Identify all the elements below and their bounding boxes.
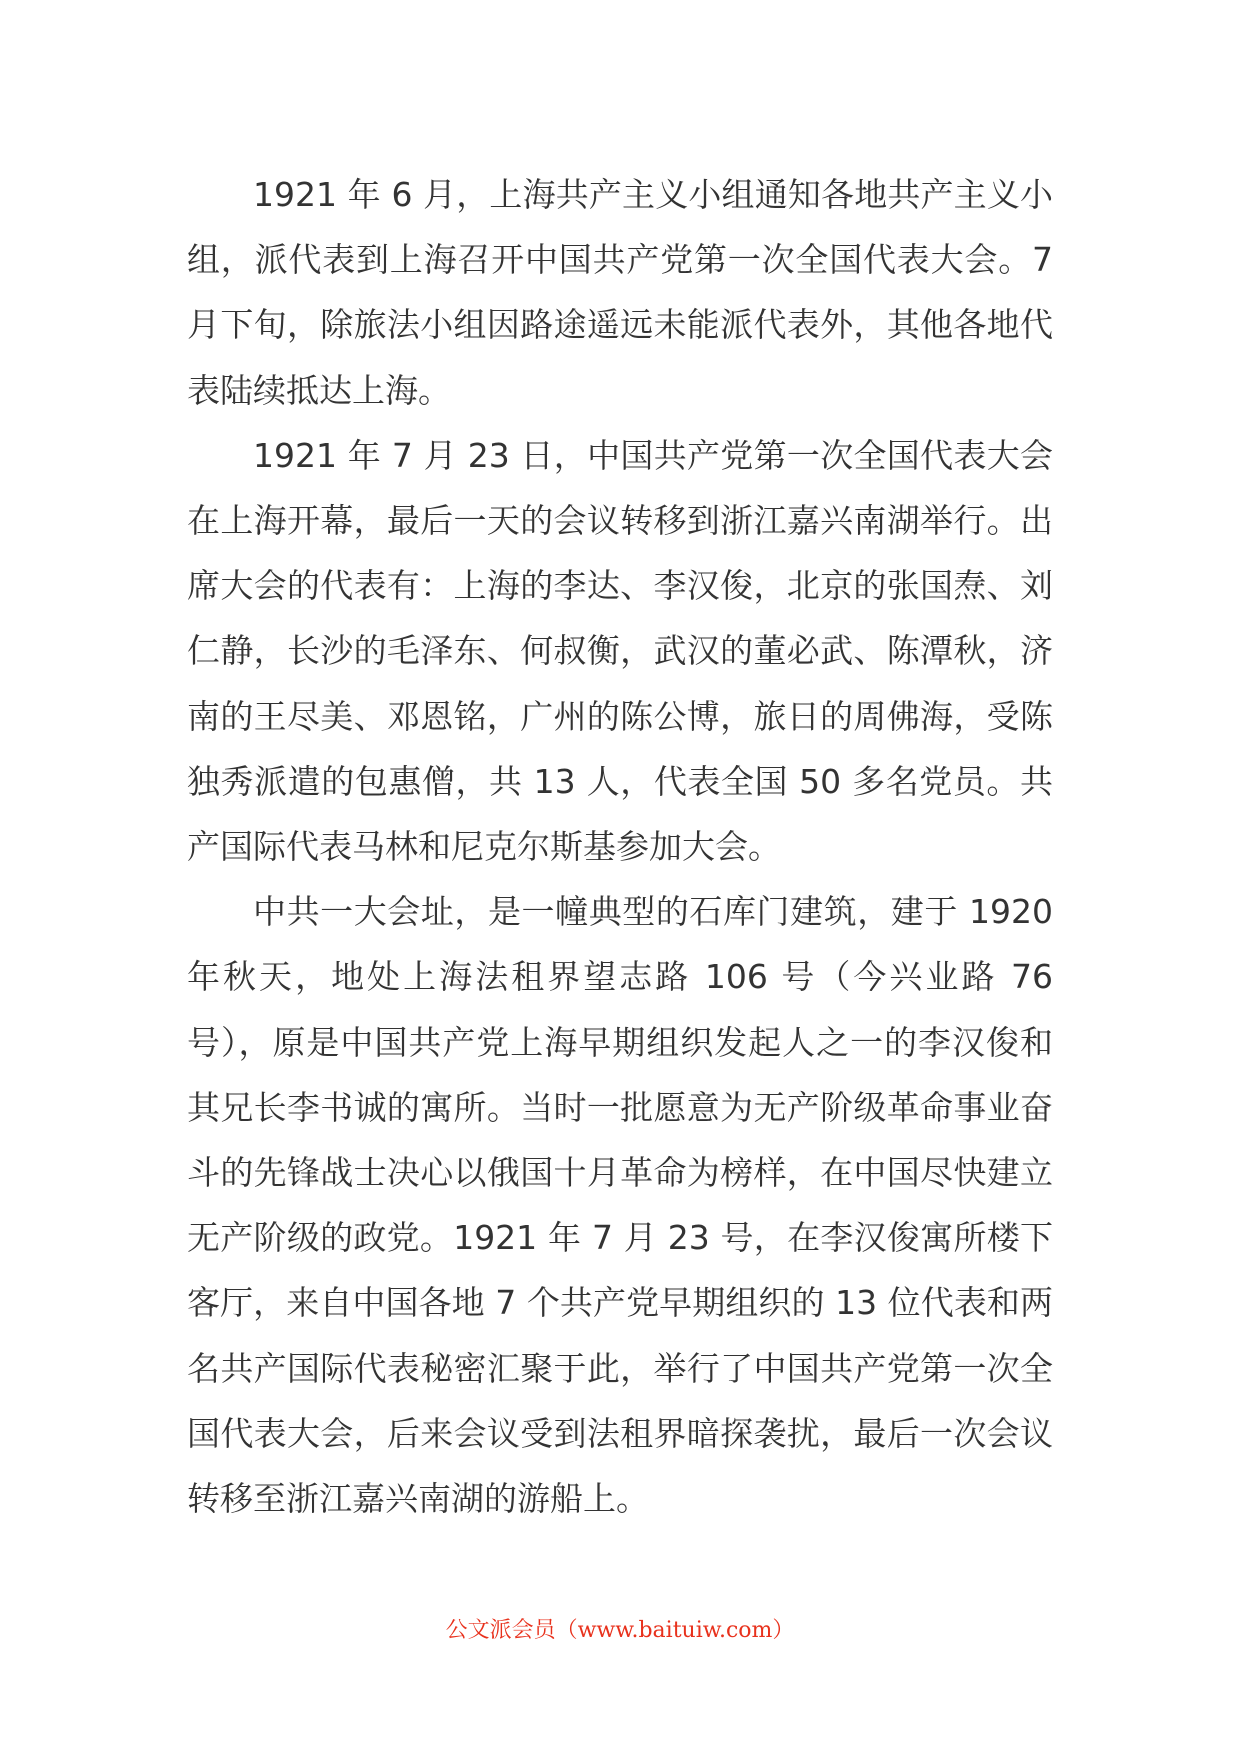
document-body <box>187 162 1053 1531</box>
paragraph-2: 1921 年 7 月 23 日，中国共产党第一次全国代表大会在上海开幕，最后一天的会议转移到浙江嘉兴南湖举行。出席大会的代表有：上海的李达、李汉俊，北京的张国焘、刘仁静，长沙的毛泽东、何叔衡，武汉的董必武、陈潭秋，济南的王尽美、邓恩铭，广州的陈公博，旅日的周佛海，受陈独秀派遣的包惠僧，共 13 人，代表全国 50 多名党员。共产国际代表马林和尼克尔斯基参加大会。 <box>187 435 1053 867</box>
footer-watermark: 公文派会员（www.baituiw.com） <box>445 1618 795 1643</box>
paragraph-1: 1921 年 6 月，上海共产主义小组通知各地共产主义小组，派代表到上海召开中国共产党第一次全国代表大会。7 月下旬，除旅法小组因路途遥远未能派代表外，其他各地代表陆续抵达上海。 <box>187 175 1053 410</box>
paragraph-3: 中共一大会址，是一幢典型的石库门建筑，建于 1920 年秋天，地处上海法租界望志路 106 号（今兴业路 76 号），原是中国共产党上海早期组织发起人之一的李汉俊和其兄长李书诚的寓所。当时一批愿意为无产阶级革命事业奋斗的先锋战士决心以俄国十月革命为榜样，在中国尽快建立无产阶级的政党。1921 年 7 月 23 号，在李汉俊寓所楼下客厅，来自中国各地 7 个共产党早期组织的 13 位代表和两名共产国际代表秘密汇聚于此，举行了中国共产党第一次全国代表大会，后来会议受到法租界暗探袭扰，最后一次会议转移至浙江嘉兴南湖的游船上。 <box>187 892 1053 1519</box>
